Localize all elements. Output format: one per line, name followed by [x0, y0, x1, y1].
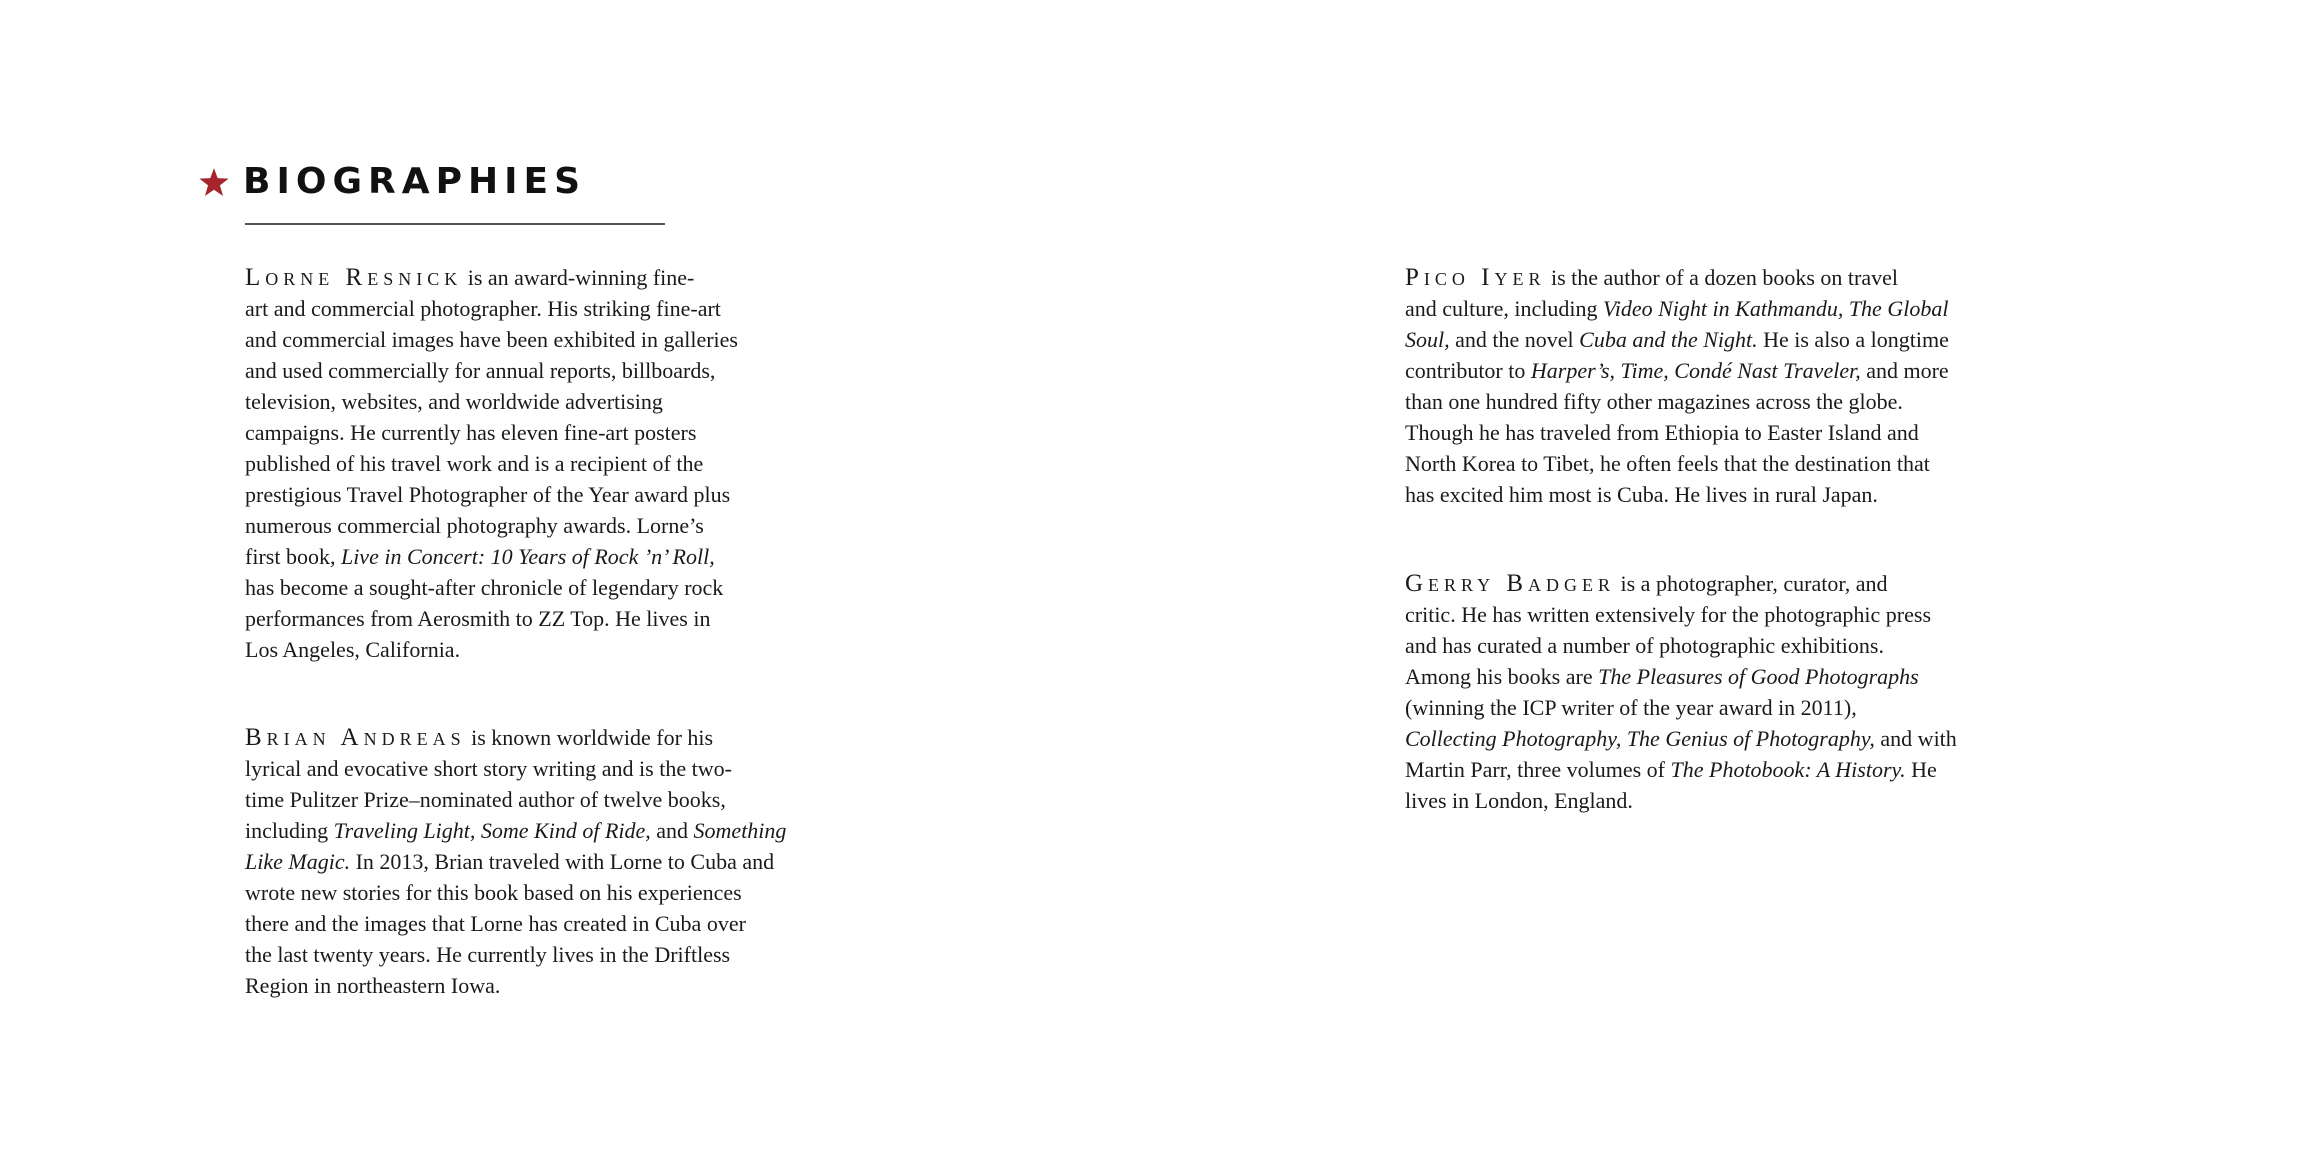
bio-text: and with	[1874, 726, 1957, 751]
italic-title: The Photobook: A History.	[1670, 757, 1906, 782]
bio-text: contributor to	[1405, 358, 1531, 383]
bio-name: Lorne Resnick	[245, 264, 463, 291]
bio-line	[245, 417, 835, 448]
bio-text: Los Angeles, California.	[245, 637, 461, 662]
bio-line	[1405, 630, 2005, 661]
bio-name: Brian Andreas	[245, 724, 466, 751]
bio-line	[1405, 355, 2005, 386]
bio-line	[1405, 785, 2005, 816]
bio-text: In 2013, Brian traveled with Lorne to Cuba and	[350, 849, 775, 874]
bio-text: Among his books are	[1405, 664, 1599, 689]
bio-text: time Pulitzer Prize–nominated author of twelve books,	[245, 787, 726, 812]
bio-text: North Korea to Tibet, he often feels that the destination that	[1405, 451, 1930, 476]
bio-text: and commercial images have been exhibited in galleries	[245, 327, 738, 352]
bio-text: campaigns. He currently has eleven fine-art posters	[245, 420, 697, 445]
star-icon	[197, 166, 231, 200]
bio-line	[1405, 448, 2005, 479]
italic-title: The Pleasures of Good Photographs	[1598, 664, 1919, 689]
bio-line	[1405, 324, 2005, 355]
bio-line	[245, 908, 835, 939]
title-underline	[245, 223, 665, 225]
bio-text: lyrical and evocative short story writing and is the two-	[245, 756, 732, 781]
bio-text: the last twenty years. He currently lives in the Driftless	[245, 942, 731, 967]
bio-name: Pico Iyer	[1405, 264, 1546, 291]
bio-line	[1405, 568, 2005, 599]
bio-line	[245, 479, 835, 510]
bio-text: and culture, including	[1405, 296, 1603, 321]
bio-line	[245, 753, 835, 784]
bio-text: first book,	[245, 544, 341, 569]
bio-text: television, websites, and worldwide advertising	[245, 389, 663, 414]
bio-line	[245, 939, 835, 970]
bio-text: He is also a longtime	[1757, 327, 1949, 352]
bio-line	[245, 784, 835, 815]
italic-title: Harper’s, Time, Condé Nast Traveler,	[1530, 358, 1861, 383]
italic-title: Something	[693, 818, 787, 843]
bio-line	[245, 572, 835, 603]
bio-line	[1405, 262, 2005, 293]
italic-title: Video Night in Kathmandu, The Global	[1602, 296, 1949, 321]
bio-text: and the novel	[1449, 327, 1580, 352]
bio-line	[1405, 479, 2005, 510]
bio-text: is known worldwide for his	[465, 725, 714, 750]
bio-line	[245, 355, 835, 386]
bio-text: wrote new stories for this book based on his experiences	[245, 880, 742, 905]
bio-text: has excited him most is Cuba. He lives in rural Japan.	[1405, 482, 1878, 507]
bio-line	[245, 293, 835, 324]
bio-text: is a photographer, curator, and	[1615, 571, 1888, 596]
bio-name: Gerry Badger	[1405, 570, 1615, 597]
bio-text: than one hundred fifty other magazines across the globe.	[1405, 389, 1903, 414]
bio-text: and used commercially for annual reports, billboards,	[245, 358, 716, 383]
bio-text: including	[245, 818, 334, 843]
bio-line	[245, 634, 835, 665]
bio-gerry-badger	[1405, 568, 2005, 816]
bio-line	[245, 541, 835, 572]
bio-line	[245, 386, 835, 417]
bio-line	[245, 970, 835, 1001]
bio-line	[1405, 661, 2005, 692]
bio-line	[245, 877, 835, 908]
bio-text: and	[650, 818, 694, 843]
bio-line	[245, 846, 835, 877]
bio-text: is an award-winning fine-	[462, 265, 695, 290]
bio-line	[1405, 417, 2005, 448]
bio-line	[245, 510, 835, 541]
page-title: BIOGRAPHIES	[243, 161, 586, 202]
bio-text: there and the images that Lorne has created in Cuba over	[245, 911, 746, 936]
bio-line	[1405, 293, 2005, 324]
italic-title: Live in Concert: 10 Years of Rock ’n’ Roll,	[340, 544, 715, 569]
bio-line	[245, 448, 835, 479]
bio-text: published of his travel work and is a recipient of the	[245, 451, 704, 476]
bio-line	[1405, 723, 2005, 754]
bio-text: is the author of a dozen books on travel	[1545, 265, 1898, 290]
bio-text: lives in London, England.	[1405, 788, 1633, 813]
bio-text: (winning the ICP writer of the year award in 2011),	[1405, 695, 1857, 720]
bio-text: and has curated a number of photographic exhibitions.	[1405, 633, 1884, 658]
italic-title: Collecting Photography, The Genius of Photography,	[1405, 726, 1875, 751]
bio-line	[1405, 692, 2005, 723]
bio-text: numerous commercial photography awards. Lorne’s	[245, 513, 704, 538]
italic-title: Traveling Light, Some Kind of Ride,	[333, 818, 651, 843]
italic-title: Soul,	[1405, 327, 1450, 352]
bio-text: prestigious Travel Photographer of the Year award plus	[245, 482, 731, 507]
bio-line	[1405, 386, 2005, 417]
bio-text: has become a sought-after chronicle of legendary rock	[245, 575, 724, 600]
bio-line	[245, 722, 835, 753]
bio-pico-iyer	[1405, 262, 2005, 510]
italic-title: Cuba and the Night.	[1579, 327, 1758, 352]
bio-text: Region in northeastern Iowa.	[245, 973, 501, 998]
bio-line	[1405, 599, 2005, 630]
bio-line	[245, 603, 835, 634]
bio-text: and more	[1860, 358, 1949, 383]
bio-line	[1405, 754, 2005, 785]
bio-text: Martin Parr, three volumes of	[1405, 757, 1671, 782]
bio-lorne-resnick	[245, 262, 835, 665]
bio-line	[245, 324, 835, 355]
bio-line	[245, 262, 835, 293]
bio-text: Though he has traveled from Ethiopia to Easter Island and	[1405, 420, 1919, 445]
bio-brian-andreas	[245, 722, 835, 1001]
bio-text: He	[1905, 757, 1937, 782]
bio-text: art and commercial photographer. His striking fine-art	[245, 296, 721, 321]
italic-title: Like Magic.	[245, 849, 351, 874]
bio-text: performances from Aerosmith to ZZ Top. He lives in	[245, 606, 711, 631]
bio-line	[245, 815, 835, 846]
bio-text: critic. He has written extensively for the photographic press	[1405, 602, 1932, 627]
